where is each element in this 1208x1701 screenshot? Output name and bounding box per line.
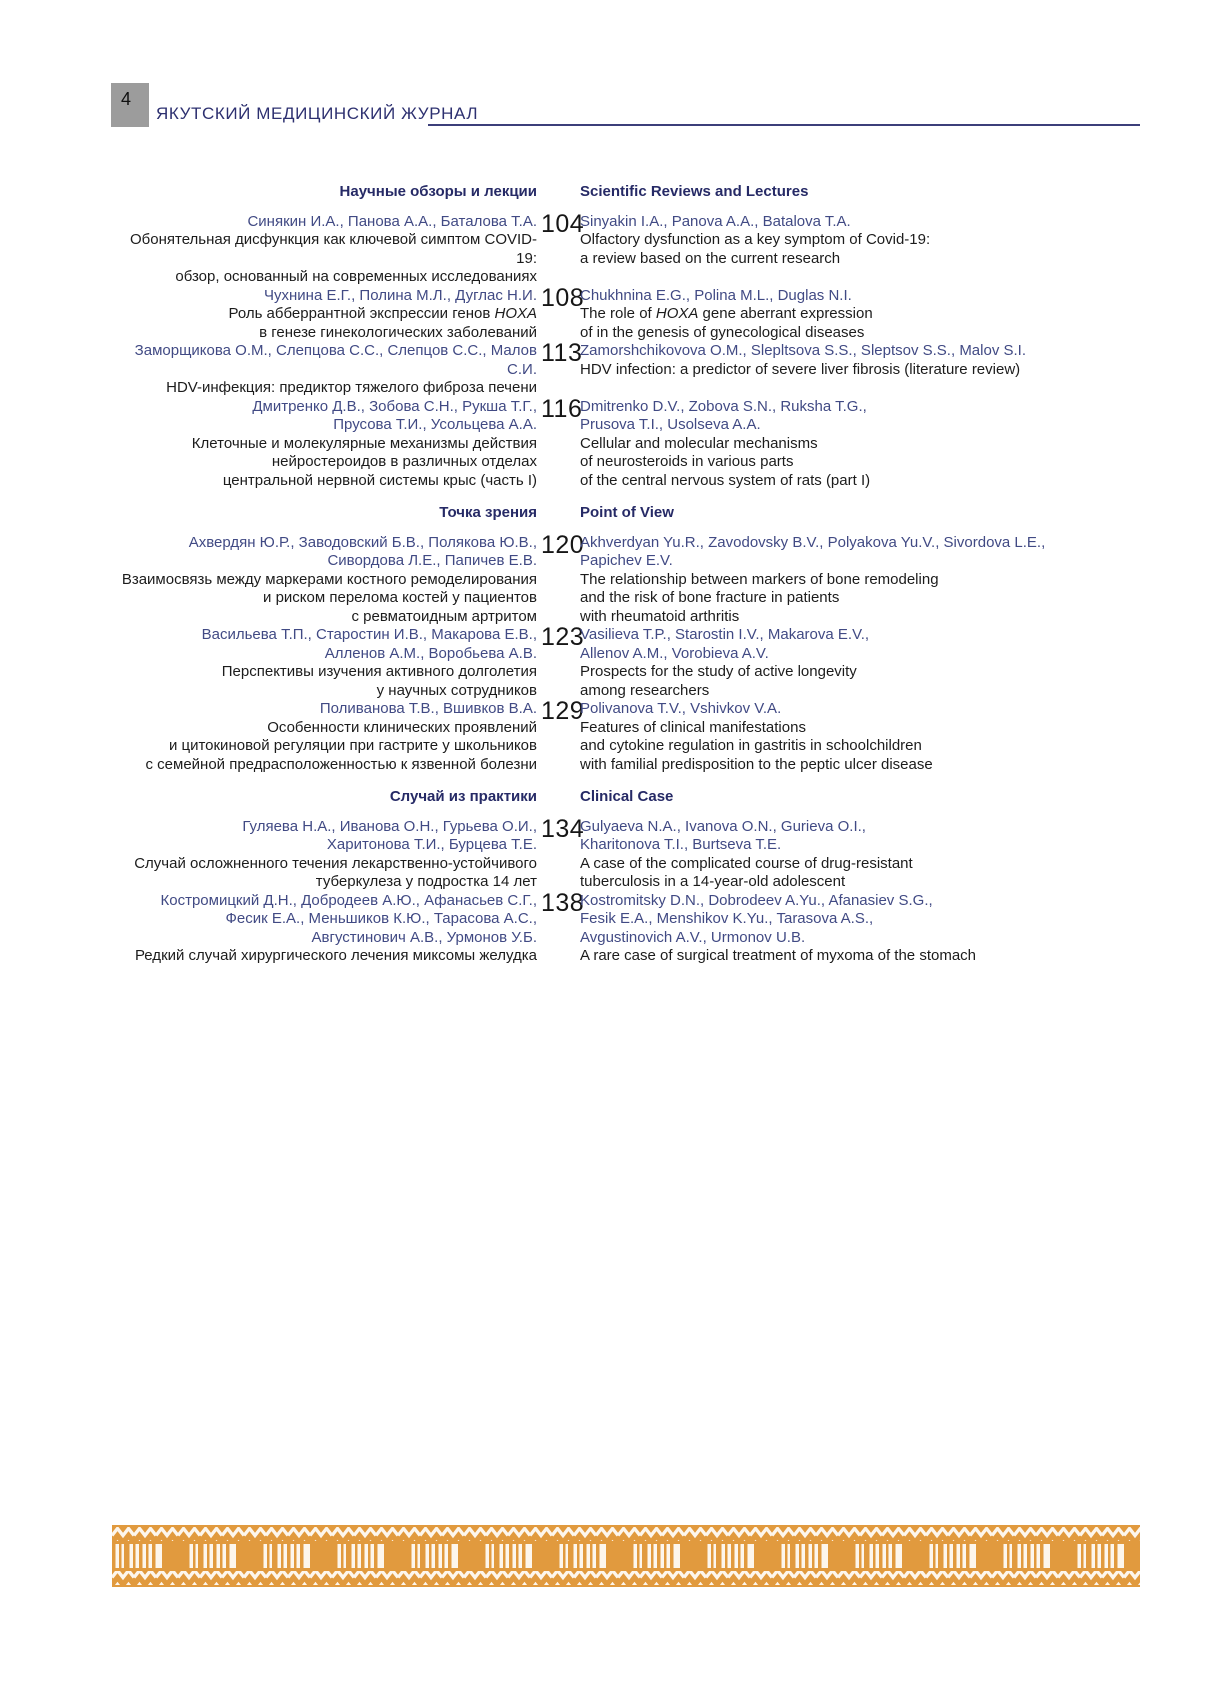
entry-authors-ru: Харитонова Т.И., Бурцева Т.Е. xyxy=(326,836,537,853)
entry-title-en: HDV infection: a predictor of severe liver fibrosis (literature review) xyxy=(580,360,1021,378)
entry-title-ru: Роль абберрантной экспрессии генов HOXA xyxy=(228,305,537,322)
entry-page-number: 123 xyxy=(541,623,585,651)
entry-authors-ru: Заморщикова О.М., Слепцова С.С., Слепцов С.С., Малов С.И. xyxy=(134,342,537,378)
entry-authors-en: Akhverdyan Yu.R., Zavodovsky B.V., Polyakova Yu.V., Sivordova L.E., xyxy=(580,533,1046,551)
entry-authors-ru: Сивордова Л.Е., Папичев Е.В. xyxy=(327,552,537,569)
entry-page-number: 116 xyxy=(541,394,583,423)
entry-page-number: 104 xyxy=(541,209,585,238)
section-header-en: Scientific Reviews and Lectures xyxy=(580,183,809,200)
entry-authors-ru: Августинович А.В., Урмонов У.Б. xyxy=(311,928,537,946)
entry-title-en: among researchers xyxy=(580,681,710,699)
entry-title-en: The relationship between markers of bone remodeling xyxy=(580,570,939,588)
entry-title-ru: нейростероидов в различных отделах xyxy=(271,453,537,470)
entry-authors-ru: Чухнина Е.Г., Полина М.Л., Дуглас Н.И. xyxy=(264,286,537,304)
entry-title-en: Prospects for the study of active longevity xyxy=(580,663,857,680)
entry-authors-en: Kostromitsky D.N., Dobrodeev A.Yu., Afanasiev S.G., xyxy=(580,891,933,909)
entry-authors-ru: Васильева Т.П., Старостин И.В., Макарова Е.В., xyxy=(201,626,537,643)
entry-page-number: 134 xyxy=(541,814,585,843)
toc-entry-104 xyxy=(110,209,1106,287)
entry-authors-en: Prusova T.I., Usolseva A.A. xyxy=(580,416,761,433)
entry-title-en: and cytokine regulation in gastritis in schoolchildren xyxy=(580,737,922,754)
entry-authors-ru: Дмитренко Д.В., Зобова С.Н., Рукша Т.Г., xyxy=(252,397,537,415)
entry-authors-ru: Костромицкий Д.Н., Добродеев А.Ю., Афанасьев С.Г., xyxy=(160,891,537,909)
page-number-box xyxy=(111,83,149,127)
toc-section-point-of-view xyxy=(110,504,1106,774)
entry-title-en: and the risk of bone fracture in patients xyxy=(580,589,840,606)
entry-title-en: Cellular and molecular mechanisms xyxy=(580,434,818,452)
toc-entry-123 xyxy=(110,623,1106,700)
toc-entry-108 xyxy=(110,283,1106,343)
section-header-ru: Научные обзоры и лекции xyxy=(339,183,537,200)
entry-page-number: 108 xyxy=(541,283,585,312)
entry-title-ru: обзор, основанный на современных исследованиях xyxy=(175,268,537,285)
entry-title-en: A rare case of surgical treatment of myxoma of the stomach xyxy=(580,947,977,964)
section-header-ru: Случай из практики xyxy=(389,788,537,805)
decorative-band xyxy=(112,1525,1140,1587)
entry-authors-ru: Фесик Е.А., Меньшиков К.Ю., Тарасова А.С., xyxy=(225,910,537,927)
toc-section-clinical-case xyxy=(110,788,1106,966)
entry-title-en: of in the genesis of gynecological diseases xyxy=(580,323,865,341)
entry-title-en: Olfactory dysfunction as a key symptom of Covid-19: xyxy=(580,231,931,248)
entry-authors-en: Zamorshchikovova O.M., Slepltsova S.S., Sleptsov S.S., Malov S.I. xyxy=(580,342,1027,359)
header-rule xyxy=(428,124,1140,126)
entry-title-en: with familial predisposition to the peptic ulcer disease xyxy=(580,755,933,773)
entry-title-ru: у научных сотрудников xyxy=(376,681,537,699)
entry-title-ru: Особенности клинических проявлений xyxy=(267,718,537,736)
entry-title-ru: Взаимосвязь между маркерами костного ремоделирования xyxy=(121,570,537,588)
entry-title-ru: в генезе гинекологических заболеваний xyxy=(259,323,537,341)
entry-title-en: The role of HOXA gene aberrant expression xyxy=(580,305,873,322)
entry-title-ru: центральной нервной системы крыс (часть I) xyxy=(222,471,537,489)
entry-authors-en: Polivanova T.V., Vshivkov V.A. xyxy=(580,700,782,717)
entry-authors-en: Allenov A.M., Vorobieva A.V. xyxy=(580,644,769,662)
entry-authors-en: Sinyakin I.A., Panova A.A., Batalova T.A. xyxy=(580,212,851,230)
toc-entry-120 xyxy=(110,530,1106,627)
entry-authors-ru: Гуляева Н.А., Иванова О.Н., Гурьева О.И., xyxy=(242,817,537,835)
entry-title-ru: Перспективы изучения активного долголетия xyxy=(221,663,537,680)
entry-authors-ru: Ахвердян Ю.Р., Заводовский Б.В., Полякова Ю.В., xyxy=(188,533,537,551)
entry-title-ru: Случай осложненного течения лекарственно-устойчивого xyxy=(134,854,537,872)
entry-title-ru: Клеточные и молекулярные механизмы действия xyxy=(191,434,537,452)
entry-title-en: with rheumatoid arthritis xyxy=(580,607,740,625)
toc-entry-129 xyxy=(110,697,1106,774)
entry-page-number: 113 xyxy=(541,339,583,367)
entry-authors-en: Avgustinovich A.V., Urmonov U.B. xyxy=(580,928,806,946)
entry-title-ru: с ревматоидным артритом xyxy=(351,607,537,625)
section-header-en: Clinical Case xyxy=(580,788,674,805)
entry-title-en: tuberculosis in a 14-year-old adolescent xyxy=(580,873,846,890)
entry-authors-ru: Поливанова Т.В., Вшивков В.А. xyxy=(319,700,537,717)
entry-authors-en: Chukhnina E.G., Polina M.L., Duglas N.I. xyxy=(580,286,852,304)
entry-title-en: of the central nervous system of rats (part I) xyxy=(580,471,871,489)
section-header-ru: Точка зрения xyxy=(439,504,537,521)
section-header-en: Point of View xyxy=(580,504,674,521)
entry-authors-ru: Синякин И.А., Панова А.А., Баталова Т.А. xyxy=(247,212,537,230)
page-number: 4 xyxy=(120,89,131,109)
entry-title-en: A case of the complicated course of drug-resistant xyxy=(580,854,913,872)
entry-title-en: a review based on the current research xyxy=(580,249,841,267)
entry-authors-en: Dmitrenko D.V., Zobova S.N., Ruksha T.G., xyxy=(580,397,867,415)
entry-authors-en: Kharitonova T.I., Burtseva T.E. xyxy=(580,836,782,853)
entry-authors-en: Papichev E.V. xyxy=(580,552,673,569)
entry-page-number: 138 xyxy=(541,888,585,917)
toc-entry-134 xyxy=(110,814,1106,892)
entry-authors-en: Gulyaeva N.A., Ivanova O.N., Gurieva O.I., xyxy=(580,817,866,835)
entry-authors-ru: Прусова Т.И., Усольцева А.А. xyxy=(333,416,537,433)
entry-title-ru: туберкулеза у подростка 14 лет xyxy=(315,873,537,890)
entry-title-ru: Редкий случай хирургического лечения миксомы желудка xyxy=(134,947,537,964)
entry-title-ru: с семейной предрасположенностью к язвенной болезни xyxy=(145,755,537,773)
entry-title-ru: HDV-инфекция: предиктор тяжелого фиброза печени xyxy=(166,379,537,396)
toc-entry-113 xyxy=(110,339,1106,398)
entry-authors-en: Vasilieva T.P., Starostin I.V., Makarova E.V., xyxy=(580,626,870,643)
entry-title-ru: и цитокиновой регуляции при гастрите у школьников xyxy=(168,737,537,754)
toc-entry-116 xyxy=(110,394,1106,491)
entry-authors-en: Fesik E.A., Menshikov K.Yu., Tarasova A.S., xyxy=(580,910,874,927)
entry-authors-ru: Алленов А.М., Воробьева А.В. xyxy=(324,644,537,662)
entry-title-ru: Обонятельная дисфункция как ключевой симптом COVID-19: xyxy=(130,231,537,267)
entry-page-number: 120 xyxy=(541,530,585,559)
entry-page-number: 129 xyxy=(541,697,585,725)
entry-title-en: Features of clinical manifestations xyxy=(580,718,806,736)
entry-title-en: of neurosteroids in various parts xyxy=(580,453,794,470)
entry-title-ru: и риском перелома костей у пациентов xyxy=(263,589,537,606)
toc-section-scientific-reviews xyxy=(110,183,1106,490)
table-of-contents xyxy=(110,183,1106,966)
journal-title: ЯКУТСКИЙ МЕДИЦИНСКИЙ ЖУРНАЛ xyxy=(156,104,479,123)
toc-entry-138 xyxy=(110,888,1106,966)
